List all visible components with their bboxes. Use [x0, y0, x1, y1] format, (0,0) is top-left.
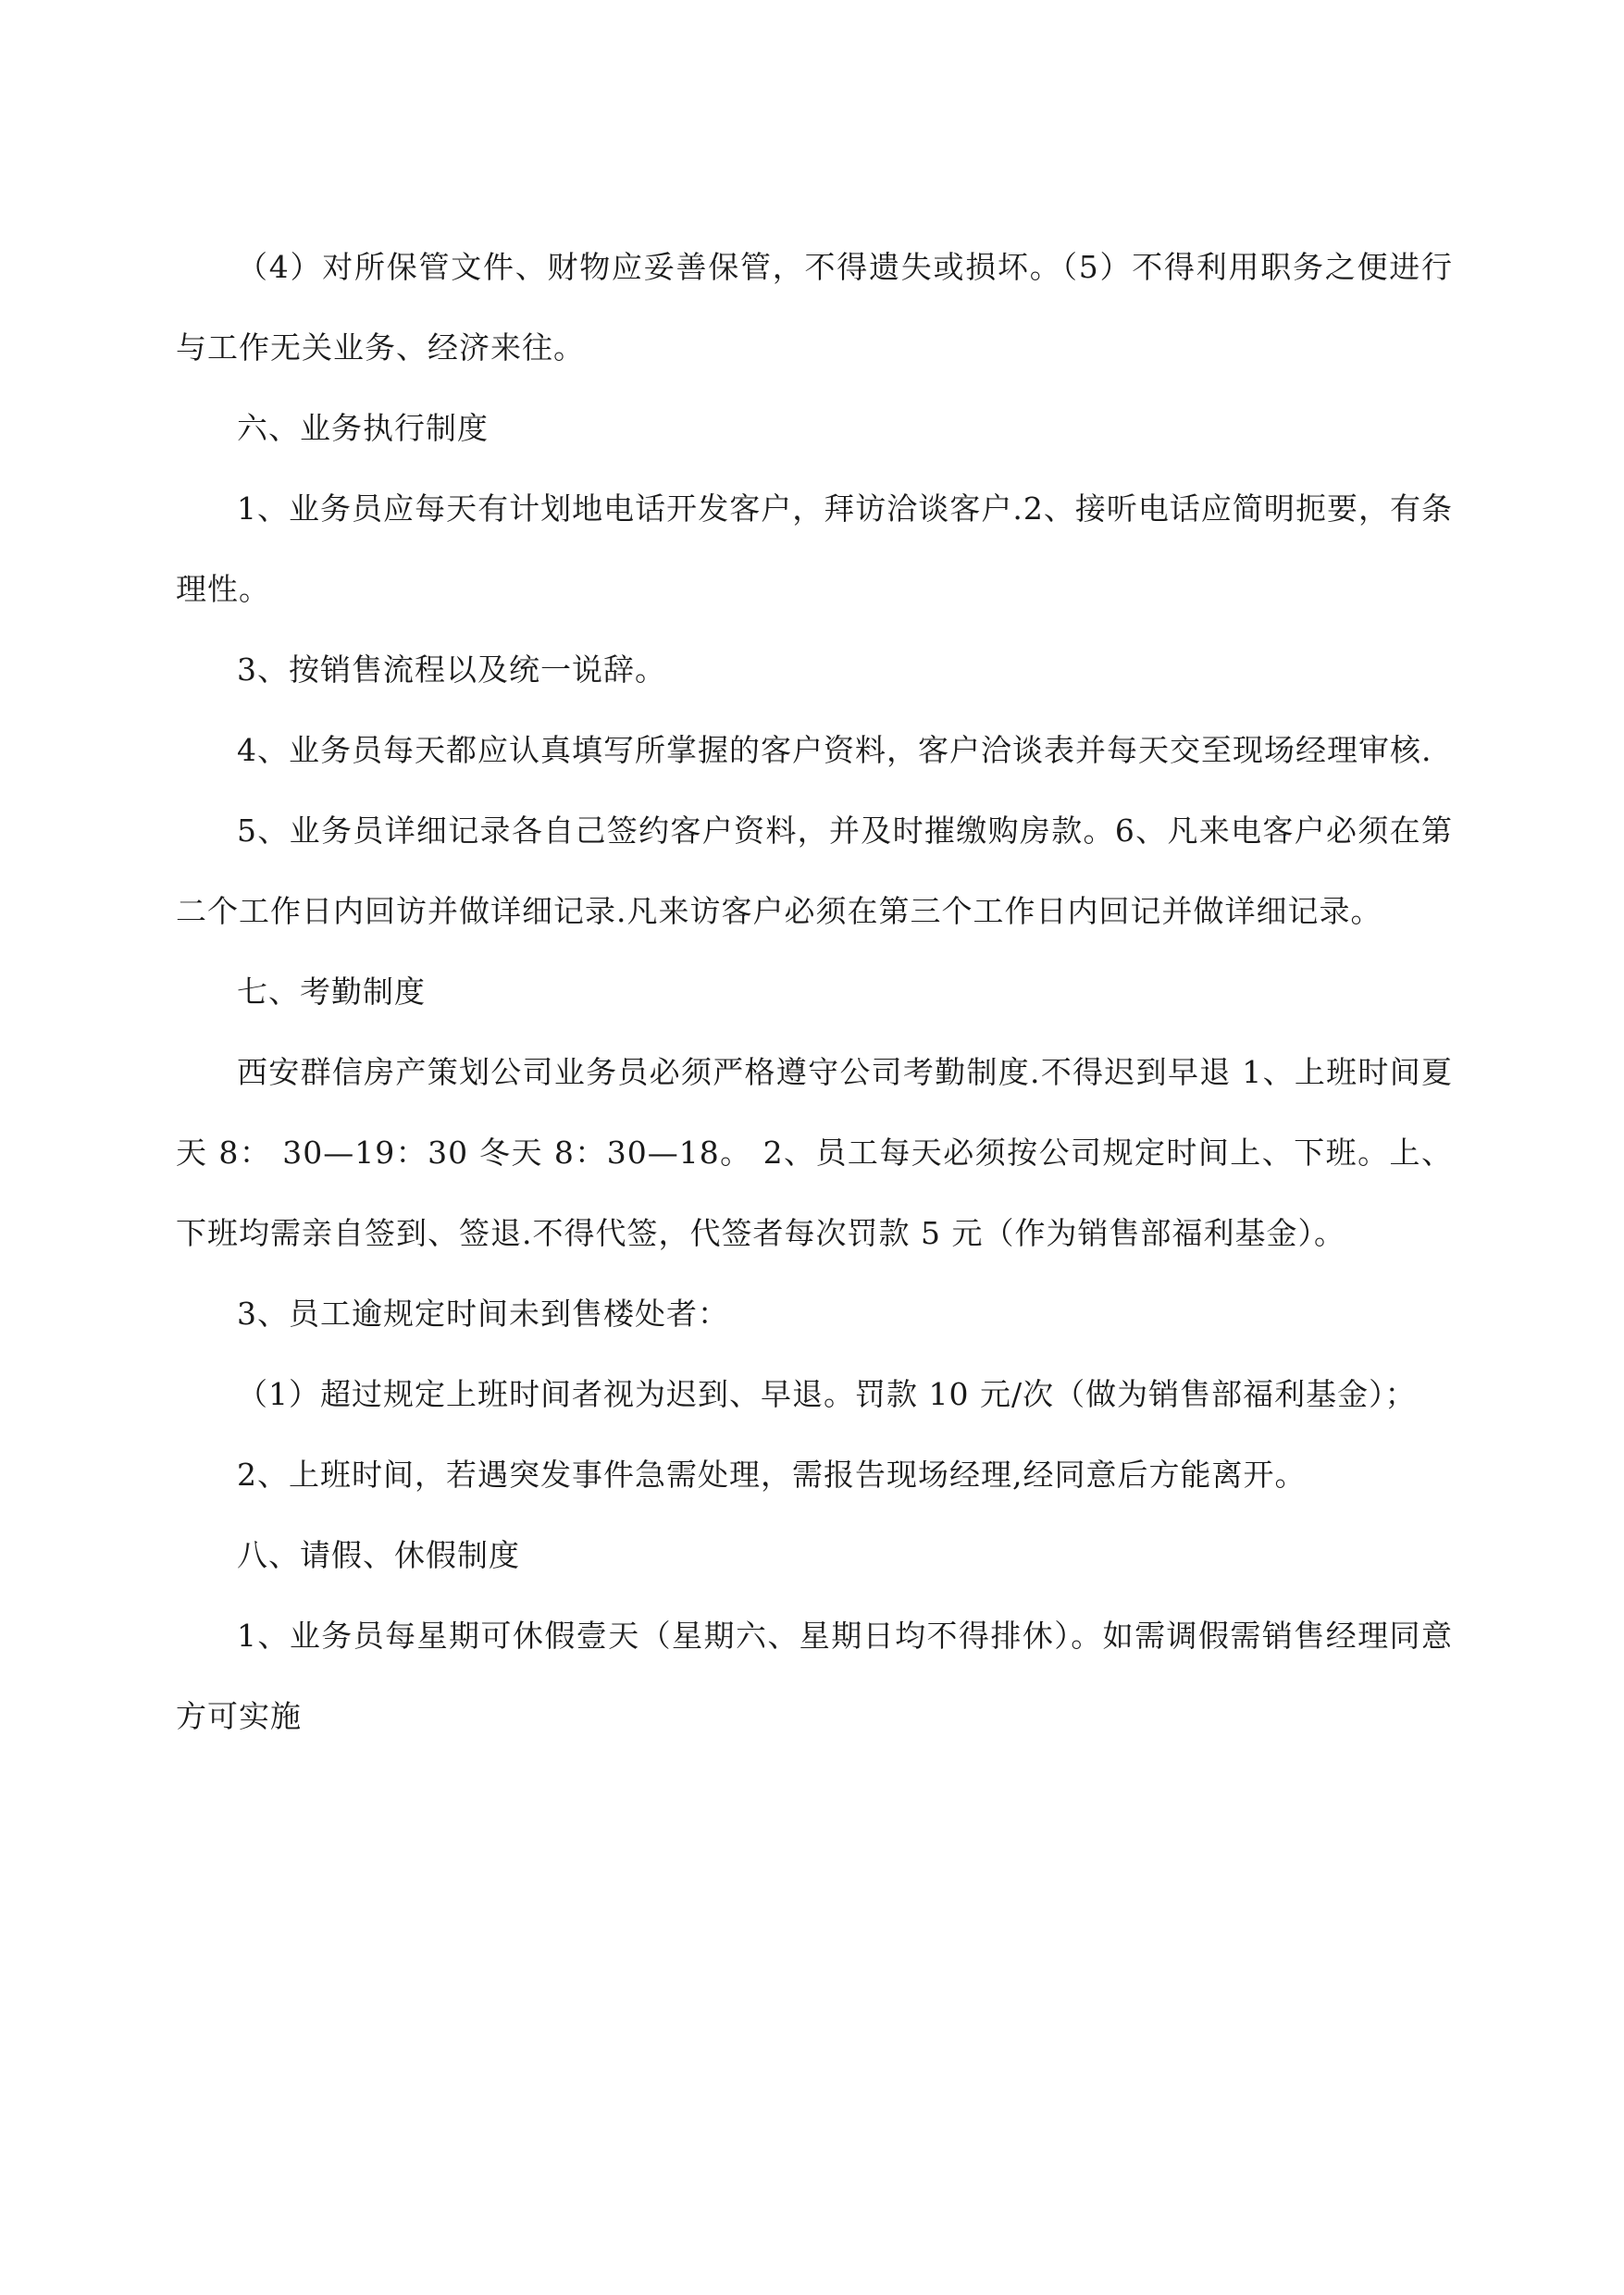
paragraph-business-5: 5、业务员详细记录各自己签约客户资料，并及时摧缴购房款。6、凡来电客户必须在第二个工作日内回访并做详细记录.凡来访客户必须在第三个工作日内回记并做详细记录。 [176, 813, 1453, 929]
paragraph-custody-rules: （4）对所保管文件、财物应妥善保管，不得遗失或损坏。（5）不得利用职务之便进行与工作无关业务、经济来往。 [176, 249, 1453, 366]
heading-business-execution: 六、业务执行制度 [237, 410, 489, 446]
paragraph-business-1: 1、业务员应每天有计划地电话开发客户，拜访洽谈客户.2、接听电话应简明扼要，有条理性。 [176, 490, 1453, 607]
paragraph-business-4: 4、业务员每天都应认真填写所掌握的客户资料，客户洽谈表并每天交至现场经理审核. [237, 732, 1432, 768]
paragraph-attendance-3: 3、员工逾规定时间未到售楼处者： [237, 1296, 729, 1332]
paragraph-attendance-emergency: 2、上班时间，若遇突发事件急需处理，需报告现场经理,经同意后方能离开。 [237, 1457, 1307, 1493]
paragraph-attendance-late: （1）超过规定上班时间者视为迟到、早退。罚款 10 元/次（做为销售部福利基金）； [237, 1376, 1417, 1412]
heading-leave: 八、请假、休假制度 [237, 1537, 520, 1573]
paragraph-leave-1: 1、业务员每星期可休假壹天（星期六、星期日均不得排休）。如需调假需销售经理同意方可实施 [176, 1618, 1453, 1734]
document-body [176, 227, 1453, 1756]
heading-attendance: 七、考勤制度 [237, 974, 426, 1010]
paragraph-business-3: 3、按销售流程以及统一说辞。 [237, 651, 666, 688]
paragraph-attendance-rules: 西安群信房产策划公司业务员必须严格遵守公司考勤制度.不得迟到早退 1、上班时间夏天 8： 30—19：30 冬天 8：30—18。 2、员工每天必须按公司规定时间上、下班。上、下班均需亲自签到、签退.不得代签，代签者每次罚款 5 元（作为销售部福利基金）。 [176, 1054, 1453, 1251]
